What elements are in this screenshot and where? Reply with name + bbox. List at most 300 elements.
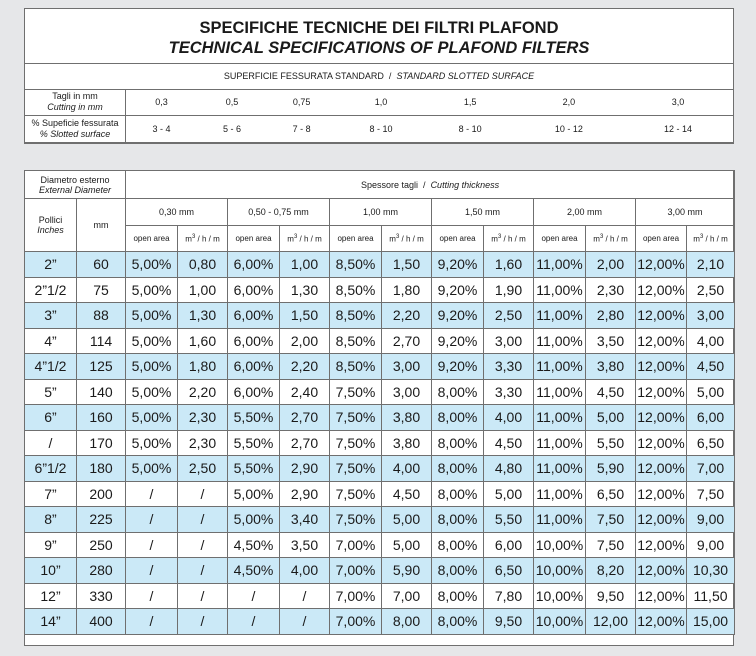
flow-unit-rest: / h / m <box>603 234 628 244</box>
flow-rate-cell: 3,80 <box>586 354 636 380</box>
percent-value: 7 - 8 <box>267 116 337 143</box>
table-row <box>25 532 735 558</box>
flow-rate-cell: 1,50 <box>382 252 432 278</box>
flow-rate-cell: 3,00 <box>687 303 735 329</box>
flow-unit: m <box>287 234 294 244</box>
flow-rate-cell: 5,00 <box>382 532 432 558</box>
open-area-cell: 12,00% <box>636 354 687 380</box>
flow-rate-cell: 8,00 <box>382 609 432 635</box>
flow-rate-cell: / <box>178 609 228 635</box>
flow-rate-cell: 6,50 <box>484 558 534 584</box>
flow-rate-cell: 2,00 <box>280 328 330 354</box>
open-area-cell: 11,00% <box>534 481 586 507</box>
table-row <box>25 379 735 405</box>
flow-rate-cell: 4,00 <box>280 558 330 584</box>
mm-cell: 88 <box>77 303 126 329</box>
flow-rate-cell: / <box>178 532 228 558</box>
percent-value: 8 - 10 <box>337 116 426 143</box>
flow-rate-cell: 2,20 <box>382 303 432 329</box>
flow-rate-cell: 1,90 <box>484 277 534 303</box>
open-area-cell: 8,00% <box>432 481 484 507</box>
open-area-cell: / <box>126 532 178 558</box>
title-block <box>25 9 733 64</box>
flow-rate-cell: 9,00 <box>687 532 735 558</box>
flow-rate-cell: 2,80 <box>586 303 636 329</box>
flow-rate-cell: 3,00 <box>382 379 432 405</box>
inch-cell: 4” <box>25 328 77 354</box>
open-area-cell: 8,00% <box>432 583 484 609</box>
flow-rate-cell: 5,90 <box>586 456 636 482</box>
flow-rate-cell: 7,00 <box>382 583 432 609</box>
flow-rate-cell: 5,50 <box>484 507 534 533</box>
flow-rate-cell: 3,00 <box>382 354 432 380</box>
open-area-cell: 7,00% <box>330 609 382 635</box>
thickness-group-header: 3,00 mm <box>636 199 735 226</box>
flow-rate-cell: 5,00 <box>382 507 432 533</box>
flow-rate-cell: / <box>178 481 228 507</box>
open-area-cell: 8,00% <box>432 430 484 456</box>
open-area-cell: 10,00% <box>534 583 586 609</box>
filters-table <box>24 170 735 635</box>
flow-rate-cell: / <box>178 558 228 584</box>
open-area-cell: 5,50% <box>228 456 280 482</box>
open-area-cell: 8,50% <box>330 354 382 380</box>
open-area-cell: 7,50% <box>330 379 382 405</box>
open-area-header: open area <box>534 226 586 252</box>
open-area-cell: 12,00% <box>636 583 687 609</box>
flow-rate-header <box>178 226 228 252</box>
inch-cell: 6”1/2 <box>25 456 77 482</box>
percent-value: 12 - 14 <box>623 116 733 143</box>
open-area-header: open area <box>636 226 687 252</box>
open-area-cell: 5,00% <box>126 379 178 405</box>
table-row <box>25 583 735 609</box>
flow-rate-cell: 5,00 <box>484 481 534 507</box>
flow-rate-cell: 2,90 <box>280 481 330 507</box>
flow-rate-cell: 2,70 <box>280 430 330 456</box>
open-area-cell: 8,50% <box>330 328 382 354</box>
flow-rate-cell: 2,40 <box>280 379 330 405</box>
flow-unit: m <box>389 234 396 244</box>
open-area-cell: 6,00% <box>228 354 280 380</box>
flow-rate-cell: 6,00 <box>484 532 534 558</box>
open-area-cell: 7,50% <box>330 456 382 482</box>
open-area-cell: 7,00% <box>330 583 382 609</box>
title-italian: SPECIFICHE TECNICHE DEI FILTRI PLAFOND <box>199 19 559 37</box>
open-area-cell: 8,00% <box>432 558 484 584</box>
flow-unit-rest: / h / m <box>195 234 220 244</box>
thickness-group-header: 0,30 mm <box>126 199 228 226</box>
open-area-cell: 12,00% <box>636 252 687 278</box>
table-row <box>25 507 735 533</box>
flow-rate-cell: 3,80 <box>382 405 432 431</box>
flow-unit-exponent: 3 <box>191 233 196 240</box>
inch-cell: 4”1/2 <box>25 354 77 380</box>
flow-rate-cell: / <box>280 609 330 635</box>
table-row <box>25 609 735 635</box>
open-area-cell: 8,00% <box>432 379 484 405</box>
mm-cell: 140 <box>77 379 126 405</box>
flow-rate-cell: 4,50 <box>484 430 534 456</box>
open-area-cell: 8,00% <box>432 532 484 558</box>
open-area-cell: 12,00% <box>636 481 687 507</box>
inch-cell: 2” <box>25 252 77 278</box>
open-area-cell: / <box>228 583 280 609</box>
table-row <box>25 430 735 456</box>
surface-italian: SUPERFICIE FESSURATA STANDARD <box>223 71 384 81</box>
percent-value: 10 - 12 <box>515 116 623 143</box>
flow-rate-cell: 2,70 <box>280 405 330 431</box>
flow-rate-cell: 12,00 <box>586 609 636 635</box>
flow-rate-cell: 6,50 <box>687 430 735 456</box>
open-area-cell: 11,00% <box>534 303 586 329</box>
cut-value: 2,0 <box>515 89 623 116</box>
open-area-cell: 7,50% <box>330 481 382 507</box>
open-area-cell: 12,00% <box>636 328 687 354</box>
flow-rate-cell: 9,50 <box>586 583 636 609</box>
table-row <box>25 558 735 584</box>
open-area-header: open area <box>126 226 178 252</box>
open-area-cell: 5,50% <box>228 430 280 456</box>
open-area-cell: 12,00% <box>636 405 687 431</box>
flow-rate-cell: 4,00 <box>484 405 534 431</box>
cut-value: 0,75 <box>267 89 337 116</box>
percent-label-english: % Slotted surface <box>39 129 111 139</box>
inch-cell: 3” <box>25 303 77 329</box>
flow-rate-cell: 1,30 <box>178 303 228 329</box>
flow-rate-cell: 4,00 <box>382 456 432 482</box>
open-area-cell: / <box>126 558 178 584</box>
diameter-header <box>25 171 126 199</box>
flow-rate-cell: 6,00 <box>687 405 735 431</box>
open-area-cell: / <box>126 507 178 533</box>
flow-rate-cell: 1,80 <box>178 354 228 380</box>
inch-cell: 10” <box>25 558 77 584</box>
percent-label-italian: % Supeficie fessurata <box>31 118 119 128</box>
flow-rate-cell: 7,50 <box>687 481 735 507</box>
open-area-header: open area <box>228 226 280 252</box>
percent-value: 8 - 10 <box>426 116 515 143</box>
flow-rate-cell: / <box>178 583 228 609</box>
flow-rate-cell: 5,90 <box>382 558 432 584</box>
flow-rate-cell: 2,30 <box>178 405 228 431</box>
flow-rate-cell: 11,50 <box>687 583 735 609</box>
flow-rate-cell: 2,00 <box>586 252 636 278</box>
inch-cell: / <box>25 430 77 456</box>
percent-value: 5 - 6 <box>197 116 267 143</box>
cut-value: 1,5 <box>426 89 515 116</box>
flow-rate-cell: 5,00 <box>687 379 735 405</box>
open-area-cell: 9,20% <box>432 354 484 380</box>
open-area-cell: 4,50% <box>228 532 280 558</box>
open-area-cell: 11,00% <box>534 379 586 405</box>
flow-rate-cell: 1,80 <box>382 277 432 303</box>
flow-rate-cell: 3,00 <box>484 328 534 354</box>
thickness-header <box>126 171 735 199</box>
open-area-cell: 12,00% <box>636 456 687 482</box>
mm-cell: 330 <box>77 583 126 609</box>
mm-cell: 125 <box>77 354 126 380</box>
flow-rate-header <box>586 226 636 252</box>
inch-cell: 7” <box>25 481 77 507</box>
cuts-label <box>25 89 126 116</box>
open-area-cell: 11,00% <box>534 277 586 303</box>
standard-surface-header <box>25 63 733 90</box>
flow-rate-header <box>687 226 735 252</box>
open-area-cell: 9,20% <box>432 252 484 278</box>
percent-value: 3 - 4 <box>126 116 198 143</box>
flow-rate-cell: 2,30 <box>178 430 228 456</box>
flow-rate-cell: 3,30 <box>484 354 534 380</box>
inch-cell: 9” <box>25 532 77 558</box>
flow-rate-cell: 1,00 <box>280 252 330 278</box>
flow-unit: m <box>491 234 498 244</box>
filters-panel <box>24 170 734 646</box>
open-area-cell: 11,00% <box>534 354 586 380</box>
open-area-cell: 12,00% <box>636 379 687 405</box>
flow-rate-cell: 6,50 <box>586 481 636 507</box>
mm-cell: 60 <box>77 252 126 278</box>
flow-rate-cell: 2,20 <box>178 379 228 405</box>
inches-header <box>25 199 77 252</box>
table-row <box>25 354 735 380</box>
table-row <box>25 252 735 278</box>
open-area-cell: 12,00% <box>636 609 687 635</box>
open-area-cell: 11,00% <box>534 405 586 431</box>
inch-cell: 5” <box>25 379 77 405</box>
flow-unit-rest: / h / m <box>399 234 424 244</box>
thickness-label-english: Cutting thickness <box>430 179 500 190</box>
thickness-group-header: 1,00 mm <box>330 199 432 226</box>
open-area-cell: / <box>126 481 178 507</box>
open-area-cell: 8,00% <box>432 507 484 533</box>
table-row <box>25 405 735 431</box>
mm-cell: 250 <box>77 532 126 558</box>
header-row-1 <box>25 171 735 199</box>
inch-cell: 6” <box>25 405 77 431</box>
percent-label <box>25 116 126 143</box>
header-row-2 <box>25 199 735 226</box>
open-area-header: open area <box>330 226 382 252</box>
flow-rate-cell: 1,30 <box>280 277 330 303</box>
flow-rate-cell: 2,50 <box>687 277 735 303</box>
open-area-cell: 6,00% <box>228 379 280 405</box>
percent-row <box>25 116 734 143</box>
table-row <box>25 328 735 354</box>
flow-unit: m <box>693 234 700 244</box>
header-row-3 <box>25 226 735 252</box>
open-area-cell: 5,00% <box>126 277 178 303</box>
open-area-cell: 5,00% <box>126 456 178 482</box>
open-area-cell: 11,00% <box>534 328 586 354</box>
diameter-label-italian: Diametro esterno <box>40 174 110 185</box>
flow-unit-rest: / h / m <box>297 234 322 244</box>
open-area-cell: 8,00% <box>432 609 484 635</box>
flow-rate-cell: 1,60 <box>484 252 534 278</box>
cut-value: 0,3 <box>126 89 198 116</box>
mm-cell: 114 <box>77 328 126 354</box>
open-area-cell: 8,50% <box>330 252 382 278</box>
open-area-cell: 6,00% <box>228 328 280 354</box>
flow-unit-exponent: 3 <box>293 233 298 240</box>
flow-rate-cell: 1,60 <box>178 328 228 354</box>
inch-cell: 14” <box>25 609 77 635</box>
flow-rate-cell: 1,00 <box>178 277 228 303</box>
inch-cell: 8” <box>25 507 77 533</box>
flow-rate-cell: 7,50 <box>586 532 636 558</box>
open-area-cell: 12,00% <box>636 532 687 558</box>
cut-value: 3,0 <box>623 89 733 116</box>
thickness-separator: / <box>423 179 426 190</box>
flow-rate-cell: 0,80 <box>178 252 228 278</box>
flow-rate-cell: 3,40 <box>280 507 330 533</box>
thickness-group-header: 1,50 mm <box>432 199 534 226</box>
flow-rate-cell: 2,50 <box>484 303 534 329</box>
table-row <box>25 456 735 482</box>
open-area-cell: 12,00% <box>636 507 687 533</box>
title-english: TECHNICAL SPECIFICATIONS OF PLAFOND FILTERS <box>168 39 590 57</box>
flow-rate-cell: 3,30 <box>484 379 534 405</box>
flow-rate-cell: 4,80 <box>484 456 534 482</box>
open-area-cell: 11,00% <box>534 430 586 456</box>
inches-label-english: Inches <box>37 225 64 235</box>
flow-unit-exponent: 3 <box>599 233 604 240</box>
open-area-cell: 12,00% <box>636 277 687 303</box>
open-area-cell: 7,50% <box>330 430 382 456</box>
mm-cell: 180 <box>77 456 126 482</box>
flow-rate-cell: 3,50 <box>280 532 330 558</box>
open-area-cell: 12,00% <box>636 430 687 456</box>
open-area-cell: 7,50% <box>330 405 382 431</box>
flow-rate-header <box>382 226 432 252</box>
open-area-cell: 5,50% <box>228 405 280 431</box>
flow-rate-cell: 15,00 <box>687 609 735 635</box>
open-area-cell: 8,00% <box>432 456 484 482</box>
open-area-cell: 8,50% <box>330 277 382 303</box>
table-row <box>25 277 735 303</box>
flow-rate-cell: 7,50 <box>586 507 636 533</box>
open-area-cell: / <box>228 609 280 635</box>
open-area-cell: 11,00% <box>534 456 586 482</box>
open-area-cell: 6,00% <box>228 252 280 278</box>
open-area-cell: 9,20% <box>432 328 484 354</box>
mm-cell: 400 <box>77 609 126 635</box>
open-area-cell: 12,00% <box>636 303 687 329</box>
flow-rate-cell: 3,80 <box>382 430 432 456</box>
flow-rate-cell: 4,50 <box>687 354 735 380</box>
open-area-cell: / <box>126 609 178 635</box>
open-area-cell: 7,00% <box>330 532 382 558</box>
table-row <box>25 481 735 507</box>
flow-rate-cell: 2,90 <box>280 456 330 482</box>
inch-cell: 2”1/2 <box>25 277 77 303</box>
open-area-cell: / <box>126 583 178 609</box>
open-area-cell: 5,00% <box>126 430 178 456</box>
surface-table <box>24 89 734 143</box>
open-area-cell: 9,20% <box>432 303 484 329</box>
flow-rate-cell: 9,50 <box>484 609 534 635</box>
open-area-cell: 11,00% <box>534 507 586 533</box>
flow-rate-header <box>280 226 330 252</box>
open-area-cell: 4,50% <box>228 558 280 584</box>
flow-rate-cell: 7,80 <box>484 583 534 609</box>
flow-rate-cell: 5,50 <box>586 430 636 456</box>
open-area-cell: 11,00% <box>534 252 586 278</box>
open-area-header: open area <box>432 226 484 252</box>
cuts-label-english: Cutting in mm <box>47 102 103 112</box>
flow-unit-rest: / h / m <box>703 234 728 244</box>
flow-unit-rest: / h / m <box>501 234 526 244</box>
table-row <box>25 303 735 329</box>
flow-rate-cell: 3,50 <box>586 328 636 354</box>
open-area-cell: 10,00% <box>534 609 586 635</box>
mm-cell: 200 <box>77 481 126 507</box>
mm-header: mm <box>77 199 126 252</box>
flow-unit-exponent: 3 <box>395 233 400 240</box>
open-area-cell: 5,00% <box>228 481 280 507</box>
flow-unit-exponent: 3 <box>699 233 704 240</box>
flow-rate-cell: 7,00 <box>687 456 735 482</box>
flow-rate-cell: 10,30 <box>687 558 735 584</box>
open-area-cell: 10,00% <box>534 532 586 558</box>
cuts-label-italian: Tagli in mm <box>52 91 98 101</box>
flow-rate-cell: 1,50 <box>280 303 330 329</box>
cut-value: 1,0 <box>337 89 426 116</box>
cut-value: 0,5 <box>197 89 267 116</box>
surface-english: STANDARD SLOTTED SURFACE <box>396 71 535 81</box>
flow-unit: m <box>185 234 192 244</box>
mm-cell: 280 <box>77 558 126 584</box>
open-area-cell: 6,00% <box>228 303 280 329</box>
thickness-group-header: 2,00 mm <box>534 199 636 226</box>
flow-rate-cell: 2,10 <box>687 252 735 278</box>
mm-cell: 225 <box>77 507 126 533</box>
open-area-cell: 8,00% <box>432 405 484 431</box>
flow-rate-cell: / <box>178 507 228 533</box>
open-area-cell: 9,20% <box>432 277 484 303</box>
open-area-cell: 7,50% <box>330 507 382 533</box>
flow-rate-cell: / <box>280 583 330 609</box>
flow-rate-cell: 8,20 <box>586 558 636 584</box>
flow-rate-cell: 5,00 <box>586 405 636 431</box>
mm-cell: 170 <box>77 430 126 456</box>
open-area-cell: 10,00% <box>534 558 586 584</box>
open-area-cell: 5,00% <box>126 252 178 278</box>
inch-cell: 12” <box>25 583 77 609</box>
inches-label-italian: Pollici <box>38 215 63 225</box>
flow-rate-header <box>484 226 534 252</box>
open-area-cell: 5,00% <box>126 303 178 329</box>
flow-rate-cell: 9,00 <box>687 507 735 533</box>
flow-rate-cell: 2,50 <box>178 456 228 482</box>
flow-rate-cell: 2,20 <box>280 354 330 380</box>
open-area-cell: 5,00% <box>126 354 178 380</box>
mm-cell: 75 <box>77 277 126 303</box>
flow-rate-cell: 2,70 <box>382 328 432 354</box>
flow-unit: m <box>593 234 600 244</box>
mm-cell: 160 <box>77 405 126 431</box>
flow-rate-cell: 4,00 <box>687 328 735 354</box>
diameter-label-english: External Diameter <box>38 184 112 195</box>
thickness-group-header: 0,50 - 0,75 mm <box>228 199 330 226</box>
open-area-cell: 5,00% <box>126 405 178 431</box>
thickness-label-italian: Spessore tagli <box>360 179 418 190</box>
flow-rate-cell: 4,50 <box>586 379 636 405</box>
flow-rate-cell: 2,30 <box>586 277 636 303</box>
cuts-row <box>25 89 734 116</box>
open-area-cell: 7,00% <box>330 558 382 584</box>
open-area-cell: 8,50% <box>330 303 382 329</box>
